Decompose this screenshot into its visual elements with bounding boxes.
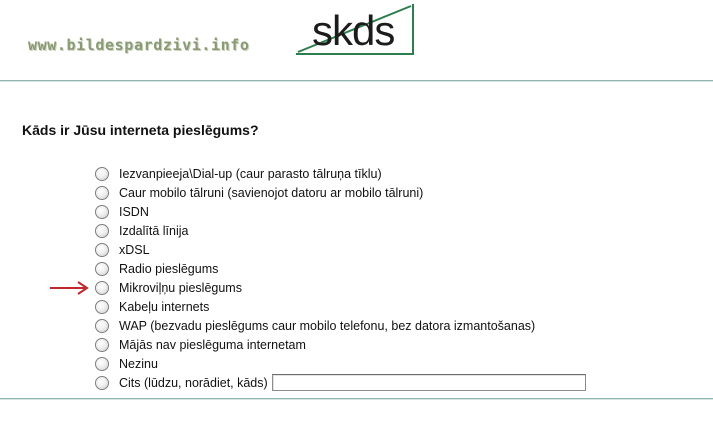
option-label: Iezvanpieeja\Dial-up (caur parasto tālruņa tīklu) <box>119 166 382 181</box>
logo-text: skds <box>312 7 395 54</box>
option-cable[interactable] <box>95 297 586 316</box>
option-label: Kabeļu internets <box>119 299 210 314</box>
option-mobile-phone[interactable] <box>95 183 586 202</box>
option-label: Nezinu <box>119 356 158 371</box>
question-title: Kāds ir Jūsu interneta pieslēgums? <box>22 122 259 138</box>
option-isdn[interactable] <box>95 202 586 221</box>
radio-dont-know[interactable] <box>95 357 109 371</box>
option-radio[interactable] <box>95 259 586 278</box>
other-text-input[interactable] <box>272 374 586 391</box>
radio-no-internet[interactable] <box>95 338 109 352</box>
radio-microwave[interactable] <box>95 281 109 295</box>
option-dial-up[interactable] <box>95 164 586 183</box>
radio-leased-line[interactable] <box>95 224 109 238</box>
option-other[interactable] <box>95 373 586 392</box>
top-divider <box>0 80 713 82</box>
option-wap[interactable] <box>95 316 586 335</box>
option-label: Mikroviļņu pieslēgums <box>119 280 242 295</box>
option-leased-line[interactable] <box>95 221 586 240</box>
bottom-divider <box>0 398 713 400</box>
option-label: Cits (lūdzu, norādiet, kāds) <box>119 375 268 390</box>
radio-dial-up[interactable] <box>95 167 109 181</box>
radio-radio[interactable] <box>95 262 109 276</box>
site-url: www.bildespardzivi.info <box>28 36 250 54</box>
option-label: Mājās nav pieslēguma internetam <box>119 337 306 352</box>
radio-mobile-phone[interactable] <box>95 186 109 200</box>
option-xdsl[interactable] <box>95 240 586 259</box>
option-label: Caur mobilo tālruni (savienojot datoru ar mobilo tālruni) <box>119 185 424 200</box>
radio-cable[interactable] <box>95 300 109 314</box>
radio-isdn[interactable] <box>95 205 109 219</box>
answer-options <box>95 164 586 392</box>
option-dont-know[interactable] <box>95 354 586 373</box>
option-label: Izdalītā līnija <box>119 223 189 238</box>
option-label: Radio pieslēgums <box>119 261 219 276</box>
option-no-internet[interactable] <box>95 335 586 354</box>
option-microwave[interactable] <box>95 278 586 297</box>
radio-xdsl[interactable] <box>95 243 109 257</box>
option-label: ISDN <box>119 204 149 219</box>
page-header <box>0 0 713 80</box>
radio-wap[interactable] <box>95 319 109 333</box>
radio-other[interactable] <box>95 376 109 390</box>
skds-logo <box>292 2 417 58</box>
option-label: xDSL <box>119 242 150 257</box>
red-arrow-icon <box>49 281 91 295</box>
option-label: WAP (bezvadu pieslēgums caur mobilo telefonu, bez datora izmantošanas) <box>119 318 536 333</box>
